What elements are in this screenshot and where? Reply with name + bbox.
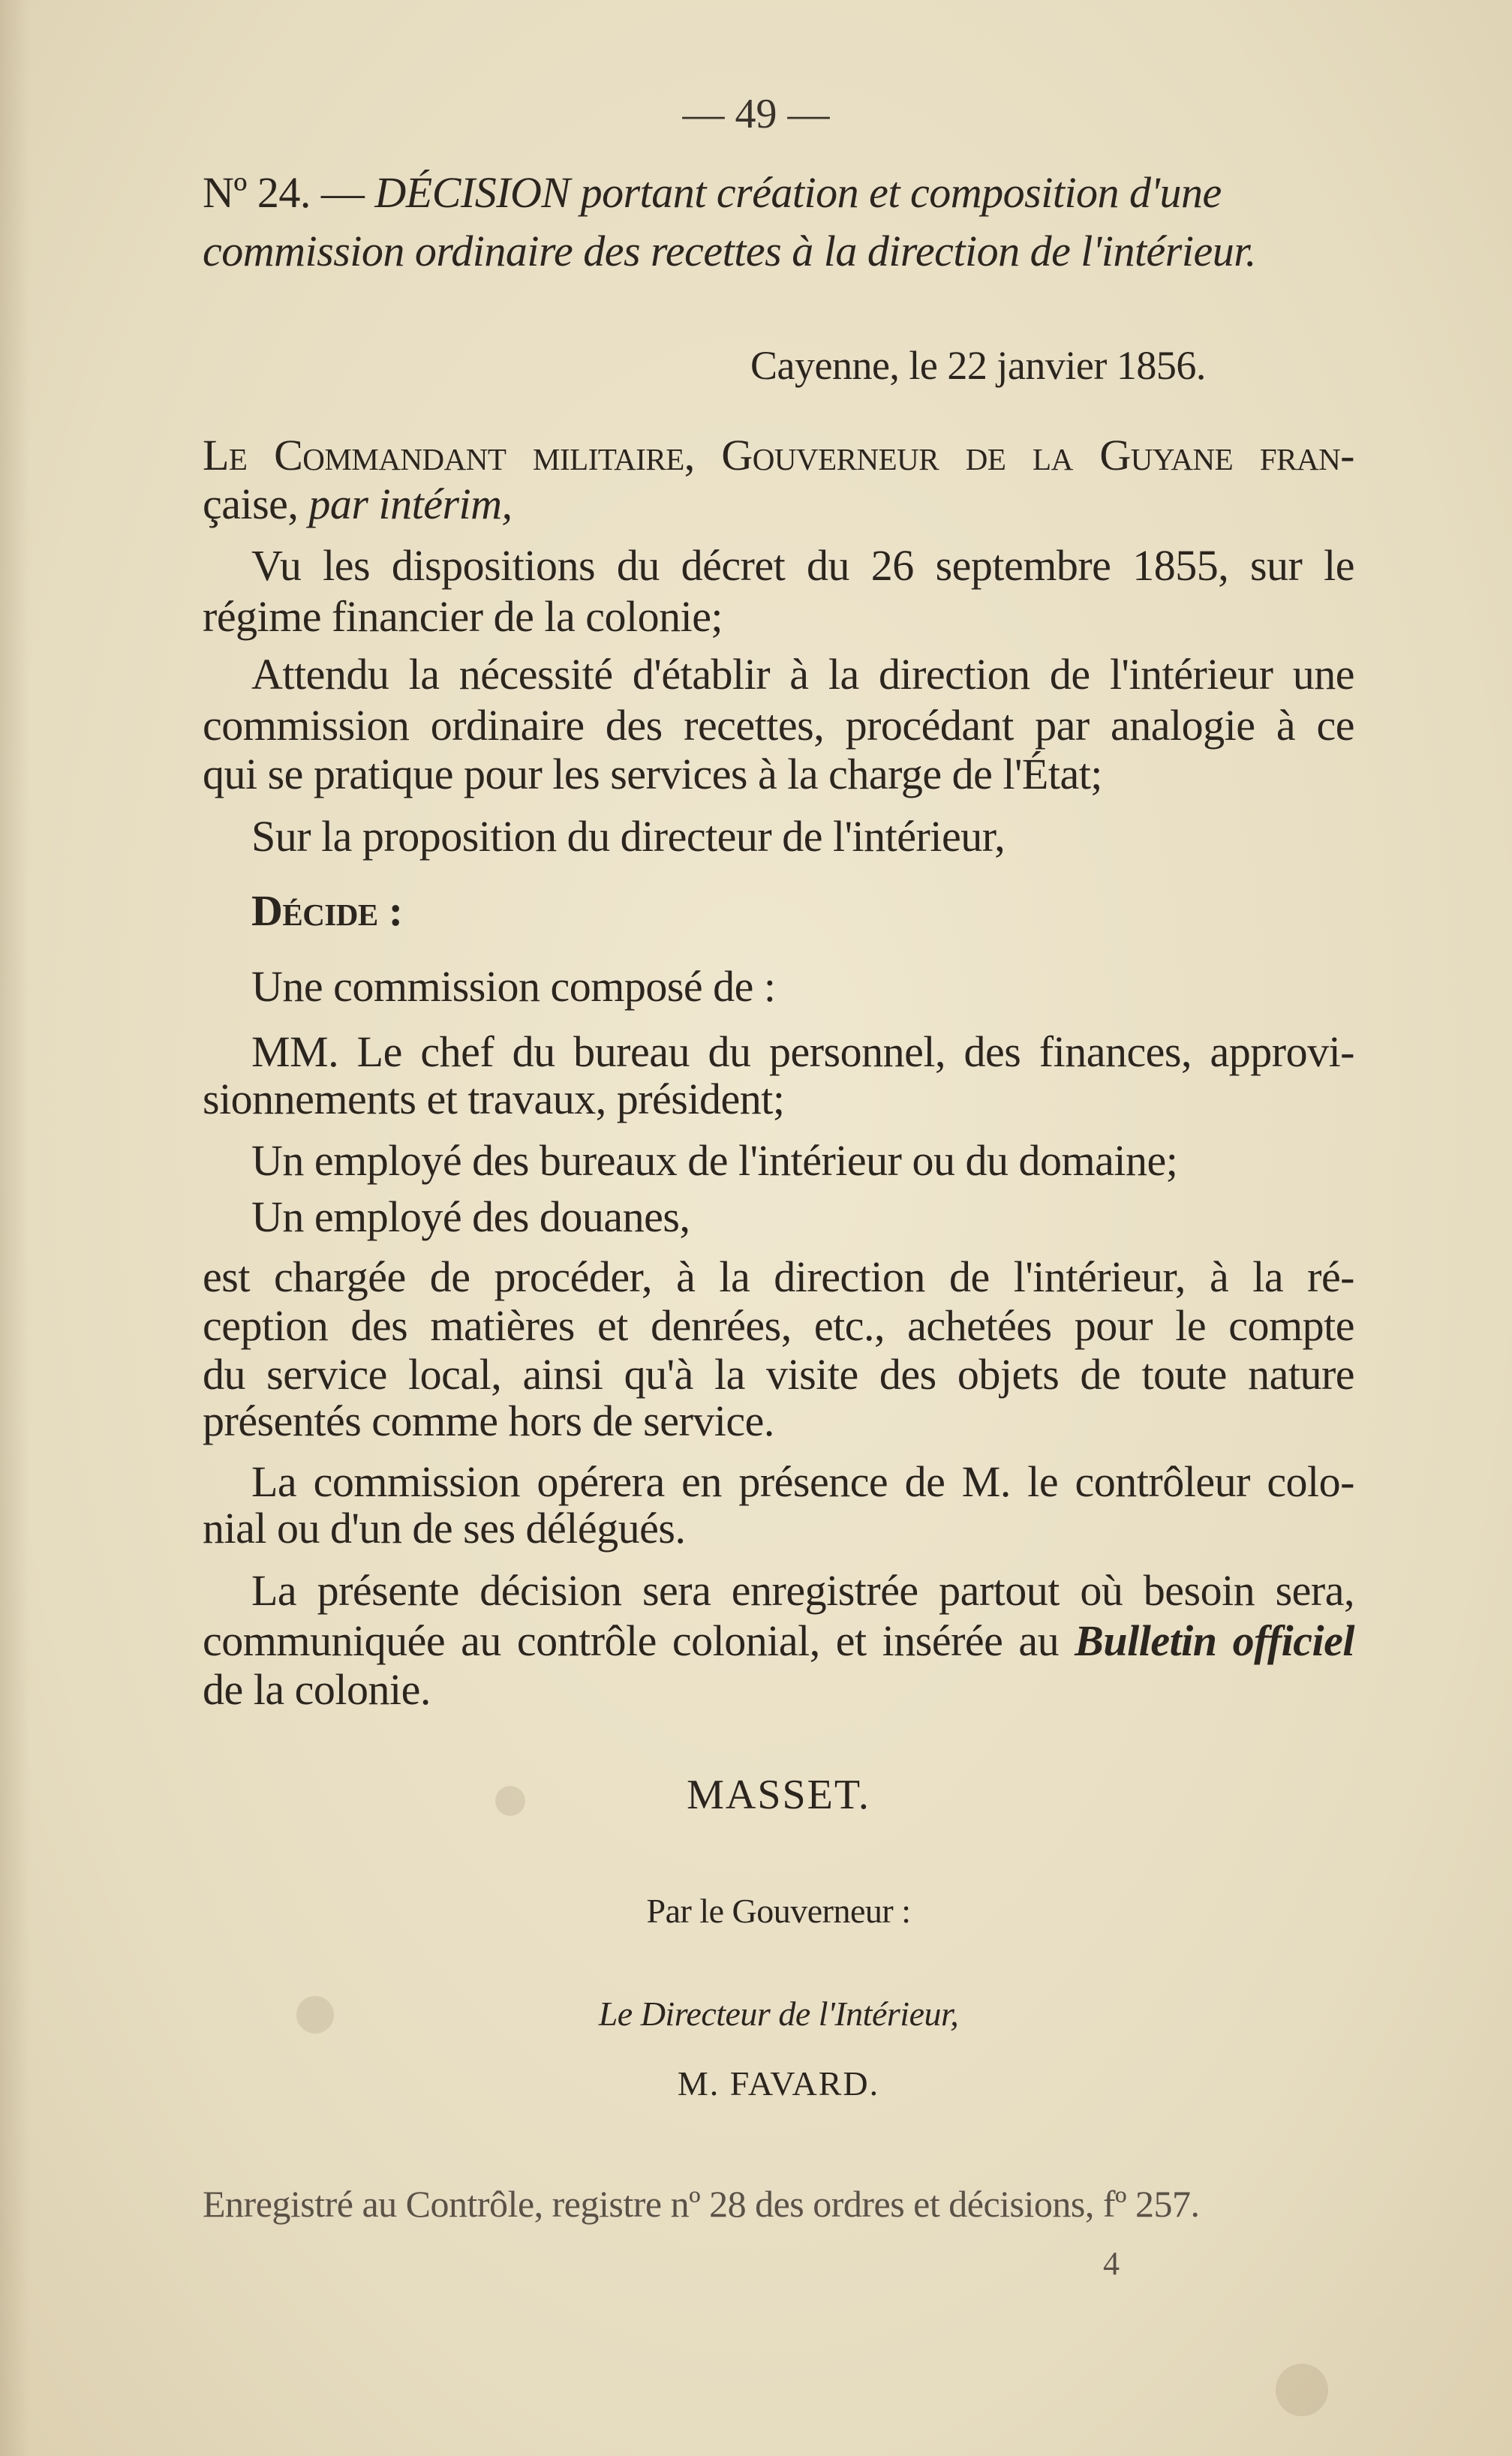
title-text: DÉCISION portant création et composition d'une [374, 168, 1222, 217]
place-date: Cayenne, le 22 janvier 1856. [750, 343, 1206, 388]
body-line: de la colonie. [203, 1665, 431, 1714]
body-line: commission ordinaire des recettes, procédant par analogie à ce [203, 701, 1354, 750]
preamble-line-1: Le Commandant militaire, Gouverneur de la Guyane fran- [203, 431, 1354, 479]
signature-mark: 4 [1103, 2245, 1120, 2282]
body-line: du service local, ainsi qu'à la visite des objets de toute nature [203, 1350, 1354, 1399]
body-line: est chargée de procéder, à la direction de l'intérieur, à la ré- [203, 1252, 1354, 1301]
body-line: Sur la proposition du directeur de l'intérieur, [251, 812, 1005, 861]
body-line: Vu les dispositions du décret du 26 septembre 1855, sur le [251, 541, 1354, 590]
body-line: Une commission composé de : [251, 962, 776, 1011]
body-line: Un employé des douanes, [251, 1192, 690, 1241]
body-line: nial ou d'un de ses délégués. [203, 1504, 686, 1553]
title-number: Nº 24. — [203, 168, 375, 217]
body-line: Attendu la nécessité d'établir à la direction de l'intérieur une [251, 650, 1354, 699]
body-line: sionnements et travaux, président; [203, 1075, 785, 1123]
bulletin-title: Bulletin officiel [1075, 1616, 1354, 1665]
registration-note: Enregistré au Contrôle, registre nº 28 des ordres et décisions, fº 257. [203, 2183, 1200, 2225]
paper-stain [1276, 2364, 1328, 2416]
body-line: qui se pratique pour les services à la charge de l'État; [203, 750, 1102, 798]
page-number: — 49 — [682, 91, 830, 137]
body-line: Un employé des bureaux de l'intérieur ou du domaine; [251, 1136, 1178, 1185]
body-line: communiquée au contrôle colonial, et insérée au Bulletin officiel [203, 1616, 1354, 1665]
title-line-2: commission ordinaire des recettes à la direction de l'intérieur. [203, 227, 1256, 275]
title-line-1 [203, 169, 1354, 217]
body-line: MM. Le chef du bureau du personnel, des finances, approvi- [251, 1027, 1354, 1076]
signature: MASSET. [687, 1772, 870, 1818]
body-line: présentés comme hors de service. [203, 1396, 774, 1445]
body-line: régime financier de la colonie; [203, 592, 723, 641]
body-line: La présente décision sera enregistrée partout où besoin sera, [251, 1566, 1354, 1615]
decide-heading: Décide : [251, 886, 403, 935]
par-le-gouverneur: Par le Gouverneur : [646, 1892, 911, 1930]
preamble-line-2: çaise, par intérim, [203, 479, 513, 528]
directeur-title: Le Directeur de l'Intérieur, [598, 1995, 959, 2033]
body-line: ception des matières et denrées, etc., achetées pour le compte [203, 1301, 1354, 1350]
binding-shadow [0, 0, 30, 2456]
body-line: La commission opérera en présence de M. le contrôleur colo- [251, 1457, 1354, 1506]
directeur-name: M. FAVARD. [677, 2064, 880, 2103]
